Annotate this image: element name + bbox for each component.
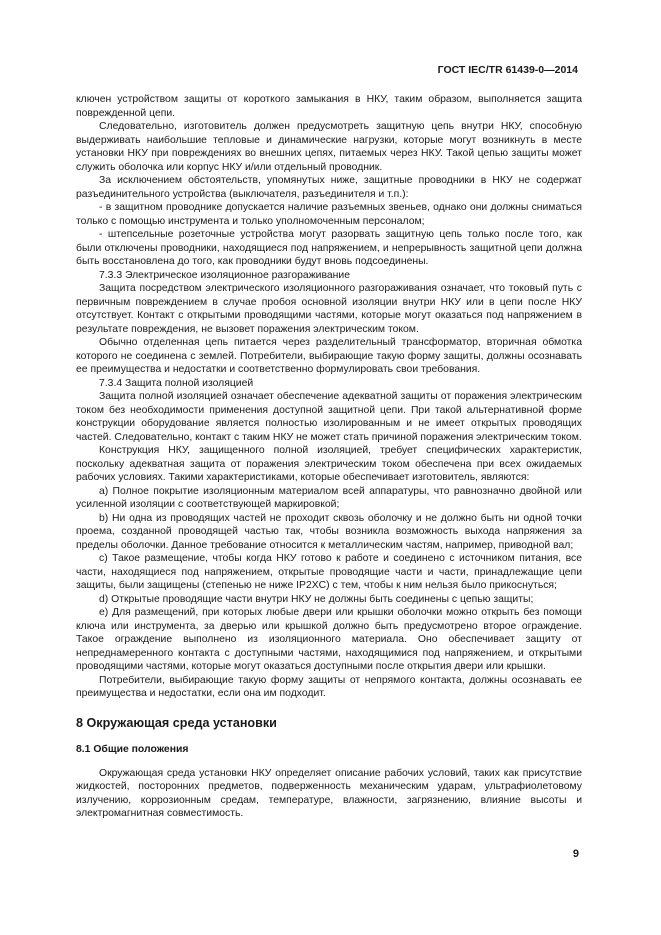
document-body [76, 93, 582, 821]
subsection-heading: 7.3.4 Защита полной изоляцией [99, 377, 254, 389]
list-item: d) Открытые проводящие части внутри НКУ не должны быть соединены с цепью защиты; [99, 593, 534, 605]
subsection-heading: 7.3.3 Электрическое изоляционное разгораживание [99, 269, 350, 281]
list-item: с) Такое размещение, чтобы когда НКУ готово к работе и соединено с источником питания, все части, находящиеся под напряжением, открытые проводящие части и части, принадлежащие цепи защиты, были защищены (степенью не ниже IP2XC) с тем, чтобы к ним нельзя было прикоснуться; [76, 553, 582, 591]
list-item: - штепсельные розеточные устройства могут разорвать защитную цепь только после того, как были отключены проводники, находящиеся под напряжением, и непрерывность защитной цепи должна быть восстановлена до того, как проводники будут вновь подсоединены. [76, 229, 582, 267]
section-heading: 8 Окружающая среда установки [76, 715, 277, 730]
list-item: - в защитном проводнике допускается наличие разъемных звеньев, однако они должны сниматься только с помощью инструмента и только уполномоченным персоналом; [76, 202, 582, 227]
subsection-heading: 8.1 Общие положения [76, 744, 189, 755]
page-number: 9 [572, 848, 579, 860]
list-item: b) Ни одна из проводящих частей не проходит сквозь оболочку и не должно быть ни одной точки проема, созданной проводящей частью так, чтобы возникла возможность выхода напряжения за пределы оболочки. Данное требование относится к металлическим частям, например, приводной вал; [76, 512, 582, 551]
paragraph: Конструкция НКУ, защищенного полной изоляцией, требует специфических характеристик, поскольку адекватная защита от поражения электрическим током обеспечена при всех ожидаемых рабочих условиях. Такими характеристиками, которые обеспечивает изготовитель, являются: [76, 445, 582, 483]
paragraph: Потребители, выбирающие такую форму защиты от непрямого контакта, должны осознавать ее преимущества и недостатки, если она им подходит. [76, 674, 582, 699]
paragraph: Следовательно, изготовитель должен предусмотреть защитную цепь внутри НКУ, способную выдерживать наибольшие тепловые и динамические нагрузки, которые могут возникнуть в месте установки НКУ при повреждениях во внешних цепях, питаемых через НКУ. Такой цепью защиты может служить оболочка или корпус НКУ и/или отдельный проводник. [76, 121, 582, 173]
document-header: ГОСТ IEC/TR 61439-0—2014 [437, 64, 578, 76]
paragraph-continuation: ключен устройством защиты от короткого замыкания в НКУ, таким образом, выполняется защита поврежденной цепи. [76, 94, 582, 119]
paragraph: Защита полной изоляцией означает обеспечение адекватной защиты от поражения электрическим током без необходимости применения доступной защитной цепи. При такой альтернативной форме конструкции оборудование является полностью изолированным и не имеет открытых проводящих частей. Следовательно, контакт с таким НКУ не может стать причиной поражения электрическим током. [76, 391, 582, 443]
list-item: а) Полное покрытие изоляционным материалом всей аппаратуры, что равнозначно двойной или усиленной изоляции с соответствующей маркировкой; [76, 485, 582, 510]
paragraph: Окружающая среда установки НКУ определяет описание рабочих условий, таких как присутствие жидкостей, посторонних предметов, подверженность механическим ударам, ультрафиолетовому излучению, коррозионным средам, температуре, влажности, загрязнению, влияние высоты и электромагнитная совместимость. [76, 767, 582, 819]
paragraph: Обычно отделенная цепь питается через разделительный трансформатор, вторичная обмотка которого не соединена с землей. Потребители, выбирающие такую форму защиты, должны осознавать ее преимущества и недостатки и соответственно формулировать свои требования. [76, 337, 582, 375]
paragraph: За исключением обстоятельств, упомянутых ниже, защитные проводники в НКУ не содержат разъединительного устройства (выключателя, разъединителя и т.п.): [76, 175, 582, 200]
paragraph: Защита посредством электрического изоляционного разгораживания означает, что токовый путь с первичным повреждением в случае пробоя основной изоляции внутри НКУ или в цепи после НКУ отсутствует. Контакт с открытыми проводящими частями, которые могут оказаться под напряжением в результате повреждения, не вызовет поражения электрическим током. [76, 283, 582, 335]
list-item: е) Для размещений, при которых любые двери или крышки оболочки можно открыть без помощи ключа или инструмента, за дверью или крышкой должно быть предусмотрено второе ограждение. Такое ограждение выполнено из изоляционного материала. Оно обеспечивает защиту от непреднамеренного контакта с доступными частями, находящимися под напряжением, и открытыми проводящими частями, которые могут оказаться доступными после открытия двери или крышки. [76, 607, 582, 672]
